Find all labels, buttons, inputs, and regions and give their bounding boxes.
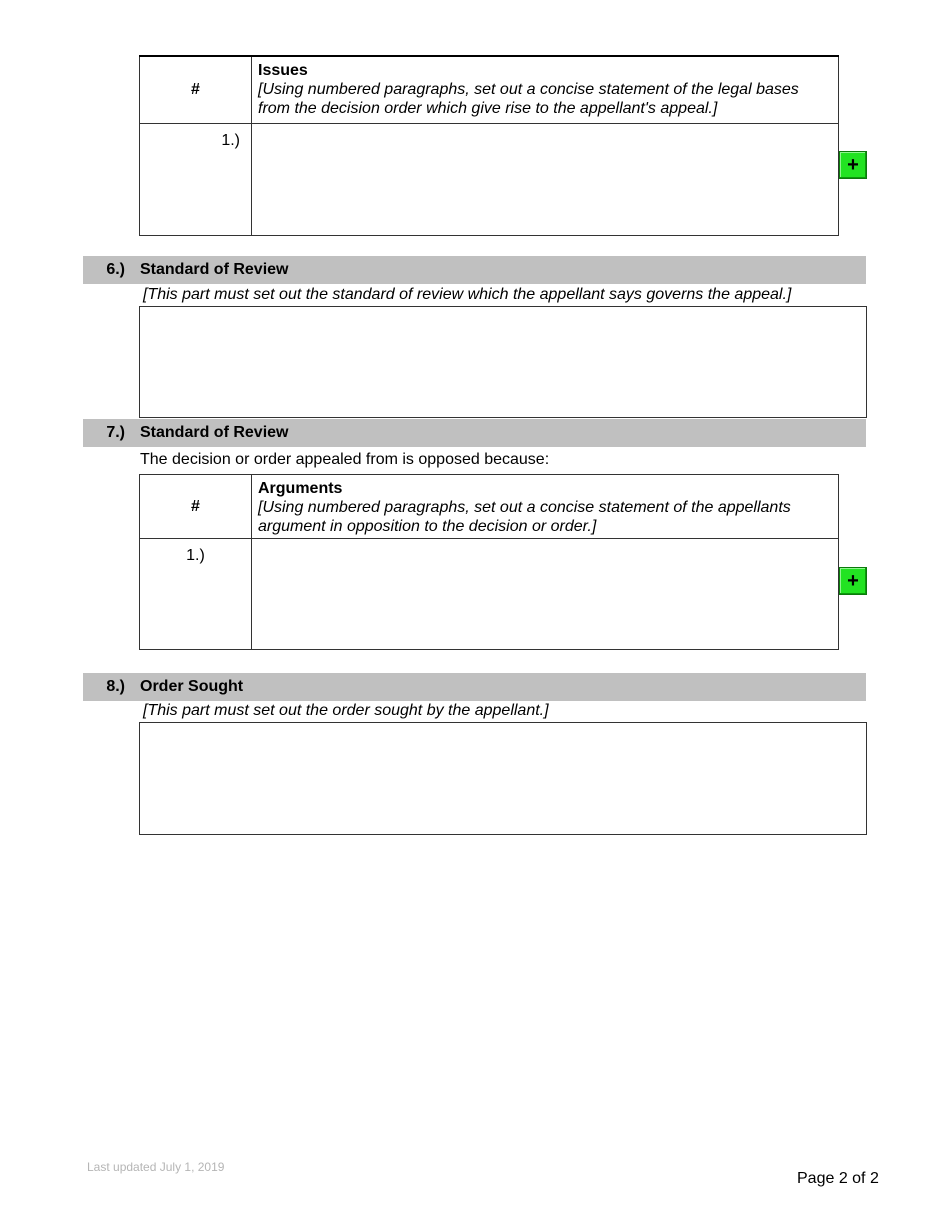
arguments-table bbox=[139, 474, 839, 650]
arguments-header bbox=[252, 475, 839, 539]
order-sought-field[interactable] bbox=[139, 722, 867, 835]
section-7-title: Standard of Review bbox=[140, 424, 289, 441]
section-8-instruction: [This part must set out the order sought by the appellant.] bbox=[143, 702, 549, 719]
issues-hash-header: # bbox=[140, 56, 252, 123]
section-7-number: 7.) bbox=[106, 424, 125, 441]
section-6-number: 6.) bbox=[106, 261, 125, 278]
arguments-instruction: [Using numbered paragraphs, set out a concise statement of the appellants argument in opposition to the decision or order.] bbox=[258, 499, 791, 535]
issues-instruction: [Using numbered paragraphs, set out a concise statement of the legal bases from the decision order which give rise to the appellant's appeal.] bbox=[258, 81, 799, 117]
last-updated-note: Last updated July 1, 2019 bbox=[87, 1160, 225, 1174]
issues-row-number: 1.) bbox=[140, 123, 252, 235]
section-7-header bbox=[83, 419, 866, 447]
section-8-title: Order Sought bbox=[140, 678, 244, 695]
arguments-row-text-field[interactable] bbox=[252, 539, 839, 650]
add-argument-button[interactable]: + bbox=[839, 567, 867, 595]
issues-row-text-field[interactable] bbox=[252, 123, 839, 235]
arguments-title: Arguments bbox=[258, 480, 343, 497]
section-6-header bbox=[83, 256, 866, 284]
arguments-hash-header: # bbox=[140, 475, 252, 539]
page-number: Page 2 of 2 bbox=[797, 1170, 879, 1187]
arguments-row-number: 1.) bbox=[140, 539, 252, 650]
section-6-title: Standard of Review bbox=[140, 261, 289, 278]
issues-title: Issues bbox=[258, 62, 308, 79]
section-8-header bbox=[83, 673, 866, 701]
standard-of-review-field[interactable] bbox=[139, 306, 867, 418]
issues-header bbox=[252, 56, 839, 123]
section-6-instruction: [This part must set out the standard of review which the appellant says governs the appeal.] bbox=[143, 286, 792, 303]
add-issue-button[interactable]: + bbox=[839, 151, 867, 179]
section-8-number: 8.) bbox=[106, 678, 125, 695]
section-7-intro: The decision or order appealed from is opposed because: bbox=[140, 451, 550, 468]
issues-table bbox=[139, 55, 839, 236]
